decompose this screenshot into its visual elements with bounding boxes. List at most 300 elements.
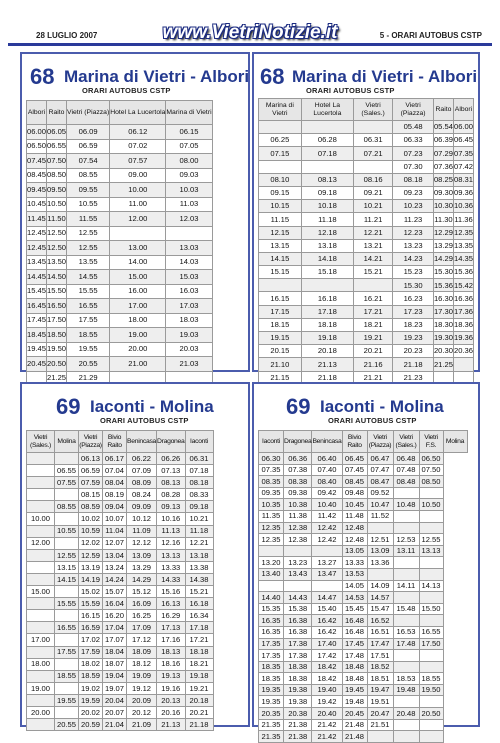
time-cell: 12.45 bbox=[27, 241, 47, 256]
time-cell: 13.09 bbox=[127, 549, 157, 561]
page-header bbox=[0, 0, 500, 46]
time-cell: 11.38 bbox=[284, 510, 312, 522]
time-cell: 18.18 bbox=[185, 646, 213, 658]
table-row bbox=[259, 603, 468, 615]
table-row bbox=[259, 358, 474, 371]
time-cell: 07.15 bbox=[259, 147, 302, 160]
time-cell bbox=[27, 573, 55, 585]
table-row bbox=[27, 154, 213, 169]
time-cell: 17.00 bbox=[110, 299, 166, 314]
time-cell: 14.15 bbox=[55, 573, 79, 585]
time-cell: 18.38 bbox=[284, 661, 312, 673]
time-cell: 08.28 bbox=[157, 489, 185, 501]
time-cell: 16.36 bbox=[453, 292, 473, 305]
time-cell: 13.29 bbox=[433, 239, 453, 252]
time-cell: 14.19 bbox=[79, 573, 103, 585]
time-cell bbox=[259, 279, 302, 292]
time-cell: 14.23 bbox=[393, 252, 434, 265]
time-cell: 06.31 bbox=[354, 134, 393, 147]
time-cell: 12.48 bbox=[342, 522, 367, 534]
time-cell: 19.07 bbox=[103, 682, 127, 694]
time-cell bbox=[419, 487, 443, 499]
time-cell: 15.42 bbox=[453, 279, 473, 292]
time-cell: 11.55 bbox=[67, 212, 110, 227]
time-cell: 18.30 bbox=[433, 318, 453, 331]
time-cell: 14.40 bbox=[259, 592, 284, 604]
time-cell: 08.38 bbox=[284, 476, 312, 488]
time-cell: 18.21 bbox=[185, 658, 213, 670]
table-row bbox=[259, 568, 468, 580]
time-cell: 19.21 bbox=[185, 682, 213, 694]
table-row bbox=[27, 212, 213, 227]
time-cell bbox=[27, 610, 55, 622]
time-cell: 13.35 bbox=[453, 239, 473, 252]
time-cell: 17.30 bbox=[433, 305, 453, 318]
time-cell: 17.12 bbox=[127, 634, 157, 646]
time-cell: 12.35 bbox=[259, 534, 284, 546]
time-cell: 06.40 bbox=[312, 453, 342, 465]
table-row bbox=[27, 270, 213, 285]
time-cell: 12.21 bbox=[185, 537, 213, 549]
time-cell: 11.03 bbox=[166, 197, 212, 212]
table-row bbox=[27, 183, 213, 198]
table-row bbox=[27, 549, 214, 561]
time-cell: 10.55 bbox=[67, 197, 110, 212]
route-name: Marina di Vietri - Albori bbox=[292, 67, 478, 86]
time-cell: 21.21 bbox=[354, 371, 393, 384]
time-cell: 11.50 bbox=[47, 212, 67, 227]
time-cell bbox=[27, 622, 55, 634]
time-cell: 21.38 bbox=[284, 719, 312, 731]
time-cell: 19.38 bbox=[284, 684, 312, 696]
time-cell bbox=[55, 682, 79, 694]
time-cell bbox=[301, 160, 353, 173]
time-cell: 16.59 bbox=[79, 622, 103, 634]
time-cell: 13.50 bbox=[47, 255, 67, 270]
time-cell: 16.25 bbox=[127, 610, 157, 622]
time-cell bbox=[259, 160, 302, 173]
table-row bbox=[27, 622, 214, 634]
time-cell: 09.18 bbox=[185, 501, 213, 513]
time-cell: 16.18 bbox=[185, 598, 213, 610]
time-cell: 16.34 bbox=[185, 610, 213, 622]
time-cell: 15.35 bbox=[259, 603, 284, 615]
time-cell bbox=[419, 719, 443, 731]
column-header: Vietri (Sales.) bbox=[27, 431, 55, 453]
time-cell: 17.47 bbox=[367, 638, 393, 650]
time-cell: 21.16 bbox=[354, 358, 393, 371]
table-row bbox=[259, 213, 474, 226]
time-cell: 06.22 bbox=[127, 453, 157, 465]
time-cell: 20.45 bbox=[342, 708, 367, 720]
table-row bbox=[27, 465, 214, 477]
time-cell: 21.18 bbox=[393, 358, 434, 371]
time-cell: 09.45 bbox=[27, 183, 47, 198]
time-cell: 20.30 bbox=[433, 345, 453, 358]
time-cell: 10.15 bbox=[259, 200, 302, 213]
time-cell: 07.50 bbox=[47, 154, 67, 169]
table-row bbox=[27, 328, 213, 343]
time-cell: 14.57 bbox=[367, 592, 393, 604]
time-cell: 12.23 bbox=[393, 226, 434, 239]
route-name: Iaconti - Molina bbox=[320, 397, 444, 416]
time-cell bbox=[27, 719, 55, 731]
time-cell: 20.04 bbox=[103, 694, 127, 706]
timetable-68-return bbox=[252, 52, 480, 382]
time-cell bbox=[393, 487, 419, 499]
time-cell: 15.59 bbox=[79, 598, 103, 610]
column-header: Raito bbox=[433, 99, 453, 121]
time-cell: 15.38 bbox=[284, 603, 312, 615]
time-cell: 13.40 bbox=[259, 568, 284, 580]
time-cell: 17.51 bbox=[367, 650, 393, 662]
time-cell: 17.48 bbox=[342, 650, 367, 662]
time-cell: 10.00 bbox=[27, 513, 55, 525]
time-cell: 08.10 bbox=[259, 173, 302, 186]
time-cell: 20.50 bbox=[419, 708, 443, 720]
time-cell bbox=[393, 557, 419, 569]
table-row bbox=[27, 561, 214, 573]
time-cell: 21.15 bbox=[259, 371, 302, 384]
table-row bbox=[259, 464, 468, 476]
time-cell: 15.16 bbox=[157, 586, 185, 598]
table-row bbox=[27, 513, 214, 525]
table-row bbox=[27, 646, 214, 658]
time-cell: 08.00 bbox=[166, 154, 212, 169]
route-subtitle: ORARI AUTOBUS CSTP bbox=[328, 416, 417, 425]
table-row bbox=[27, 226, 213, 241]
time-cell bbox=[453, 358, 473, 371]
time-cell: 21.13 bbox=[157, 719, 185, 731]
time-cell: 13.18 bbox=[301, 239, 353, 252]
time-cell: 16.38 bbox=[284, 626, 312, 638]
time-cell: 06.45 bbox=[342, 453, 367, 465]
time-cell: 09.03 bbox=[166, 168, 212, 183]
table-row bbox=[259, 580, 468, 592]
time-cell: 21.03 bbox=[166, 357, 212, 372]
time-cell: 18.50 bbox=[47, 328, 67, 343]
time-cell: 07.36 bbox=[433, 160, 453, 173]
route-number: 69 bbox=[286, 394, 311, 419]
time-cell: 20.00 bbox=[27, 706, 55, 718]
time-cell: 07.02 bbox=[110, 139, 166, 154]
time-cell: 13.09 bbox=[367, 545, 393, 557]
table-row bbox=[259, 147, 474, 160]
time-cell: 12.55 bbox=[67, 241, 110, 256]
table-row bbox=[259, 650, 468, 662]
time-cell: 10.07 bbox=[103, 513, 127, 525]
time-cell: 16.35 bbox=[259, 626, 284, 638]
time-cell: 17.40 bbox=[312, 638, 342, 650]
time-cell: 07.04 bbox=[103, 465, 127, 477]
time-cell: 19.47 bbox=[367, 684, 393, 696]
time-cell: 13.53 bbox=[342, 568, 367, 580]
time-cell: 14.45 bbox=[27, 270, 47, 285]
time-cell: 08.31 bbox=[453, 173, 473, 186]
time-cell: 09.52 bbox=[367, 487, 393, 499]
time-cell: 08.19 bbox=[103, 489, 127, 501]
time-cell: 06.30 bbox=[259, 453, 284, 465]
time-cell bbox=[259, 580, 284, 592]
time-cell: 07.45 bbox=[27, 154, 47, 169]
time-cell: 20.12 bbox=[127, 706, 157, 718]
time-cell: 19.51 bbox=[367, 696, 393, 708]
time-cell: 12.38 bbox=[284, 534, 312, 546]
time-cell: 19.45 bbox=[342, 684, 367, 696]
table-row bbox=[259, 731, 468, 743]
column-header: Bivio Raito bbox=[342, 431, 367, 453]
time-cell: 10.12 bbox=[127, 513, 157, 525]
time-cell bbox=[419, 592, 443, 604]
time-cell: 19.03 bbox=[166, 328, 212, 343]
time-cell bbox=[393, 510, 419, 522]
time-cell: 20.21 bbox=[354, 345, 393, 358]
time-cell: 10.38 bbox=[284, 499, 312, 511]
time-cell bbox=[419, 522, 443, 534]
time-cell: 16.55 bbox=[67, 299, 110, 314]
time-cell: 21.10 bbox=[259, 358, 302, 371]
table-row bbox=[27, 168, 213, 183]
column-header: Hotel La Lucertola bbox=[301, 99, 353, 121]
time-cell: 09.38 bbox=[284, 487, 312, 499]
time-cell: 12.42 bbox=[312, 522, 342, 534]
time-cell: 06.33 bbox=[393, 134, 434, 147]
route-subtitle: ORARI AUTOBUS CSTP bbox=[306, 86, 395, 95]
time-cell: 09.04 bbox=[103, 501, 127, 513]
table-row bbox=[27, 453, 214, 465]
time-cell: 15.36 bbox=[453, 266, 473, 279]
time-cell: 08.18 bbox=[185, 477, 213, 489]
column-header: Vietri (Piazza) bbox=[67, 101, 110, 125]
time-cell: 21.51 bbox=[367, 719, 393, 731]
time-cell: 20.03 bbox=[166, 342, 212, 357]
time-cell bbox=[27, 598, 55, 610]
time-cell: 17.45 bbox=[27, 313, 47, 328]
time-cell: 18.07 bbox=[103, 658, 127, 670]
table-row bbox=[27, 670, 214, 682]
time-cell: 18.21 bbox=[354, 318, 393, 331]
time-cell: 12.35 bbox=[259, 522, 284, 534]
time-cell: 13.43 bbox=[284, 568, 312, 580]
time-cell: 16.51 bbox=[367, 626, 393, 638]
time-cell: 16.18 bbox=[301, 292, 353, 305]
time-cell: 10.02 bbox=[79, 513, 103, 525]
time-cell bbox=[55, 453, 79, 465]
time-cell: 08.55 bbox=[55, 501, 79, 513]
time-cell: 14.55 bbox=[67, 270, 110, 285]
time-cell: 17.35 bbox=[259, 650, 284, 662]
time-cell: 12.55 bbox=[419, 534, 443, 546]
column-header: Vietri (Piazza) bbox=[79, 431, 103, 453]
table-row bbox=[259, 545, 468, 557]
route-number: 69 bbox=[56, 394, 81, 419]
table-row bbox=[259, 476, 468, 488]
time-cell: 18.15 bbox=[259, 318, 302, 331]
time-cell: 20.45 bbox=[27, 357, 47, 372]
time-cell: 16.53 bbox=[393, 626, 419, 638]
time-cell: 17.13 bbox=[157, 622, 185, 634]
time-cell: 13.29 bbox=[127, 561, 157, 573]
time-cell: 08.24 bbox=[127, 489, 157, 501]
time-cell: 10.18 bbox=[301, 200, 353, 213]
section-title: 5 - ORARI AUTOBUS CSTP bbox=[379, 31, 482, 40]
time-cell: 08.09 bbox=[127, 477, 157, 489]
time-cell: 09.55 bbox=[67, 183, 110, 198]
time-cell: 20.13 bbox=[157, 694, 185, 706]
site-logo: www.VietriNotizie.it bbox=[162, 22, 338, 43]
table-row bbox=[259, 173, 474, 186]
time-cell: 19.48 bbox=[342, 696, 367, 708]
table-row bbox=[27, 139, 213, 154]
time-cell: 06.48 bbox=[393, 453, 419, 465]
table-row bbox=[259, 279, 474, 292]
time-cell: 11.00 bbox=[110, 197, 166, 212]
table-row bbox=[259, 534, 468, 546]
table-row bbox=[259, 557, 468, 569]
time-cell: 06.17 bbox=[103, 453, 127, 465]
time-cell bbox=[419, 650, 443, 662]
time-cell: 21.38 bbox=[284, 731, 312, 743]
time-cell: 10.45 bbox=[27, 197, 47, 212]
time-cell: 14.43 bbox=[284, 592, 312, 604]
time-cell: 06.00 bbox=[27, 125, 47, 140]
time-cell: 17.42 bbox=[312, 650, 342, 662]
time-cell: 05.48 bbox=[393, 121, 434, 134]
time-cell: 06.25 bbox=[259, 134, 302, 147]
time-cell: 08.13 bbox=[157, 477, 185, 489]
time-cell: 20.21 bbox=[185, 706, 213, 718]
time-cell: 18.35 bbox=[259, 673, 284, 685]
time-cell: 18.04 bbox=[103, 646, 127, 658]
time-cell: 20.47 bbox=[367, 708, 393, 720]
time-cell: 13.24 bbox=[103, 561, 127, 573]
table-row bbox=[259, 638, 468, 650]
time-cell bbox=[312, 545, 342, 557]
time-cell: 11.30 bbox=[433, 213, 453, 226]
time-cell bbox=[284, 580, 312, 592]
time-cell bbox=[419, 568, 443, 580]
time-cell: 15.36 bbox=[433, 279, 453, 292]
time-cell: 09.15 bbox=[259, 186, 302, 199]
time-cell: 19.13 bbox=[157, 670, 185, 682]
time-cell: 11.21 bbox=[354, 213, 393, 226]
table-row bbox=[259, 292, 474, 305]
time-cell: 18.36 bbox=[453, 318, 473, 331]
time-cell: 17.55 bbox=[55, 646, 79, 658]
table-row bbox=[259, 121, 474, 134]
time-cell: 13.19 bbox=[79, 561, 103, 573]
time-cell: 08.47 bbox=[367, 476, 393, 488]
time-cell: 14.47 bbox=[312, 592, 342, 604]
time-cell: 08.16 bbox=[354, 173, 393, 186]
time-cell: 14.21 bbox=[354, 252, 393, 265]
table-row bbox=[259, 615, 468, 627]
time-cell: 10.30 bbox=[433, 200, 453, 213]
time-cell: 07.13 bbox=[157, 465, 185, 477]
time-cell: 12.18 bbox=[301, 226, 353, 239]
time-cell: 12.00 bbox=[110, 212, 166, 227]
time-cell: 09.18 bbox=[301, 186, 353, 199]
time-cell: 12.53 bbox=[393, 534, 419, 546]
time-cell bbox=[393, 661, 419, 673]
time-cell: 14.29 bbox=[127, 573, 157, 585]
time-cell: 19.15 bbox=[259, 332, 302, 345]
time-cell: 19.55 bbox=[67, 342, 110, 357]
time-cell bbox=[419, 696, 443, 708]
time-cell: 20.35 bbox=[259, 708, 284, 720]
time-cell: 17.00 bbox=[27, 634, 55, 646]
time-cell: 07.35 bbox=[453, 147, 473, 160]
time-cell: 05.54 bbox=[433, 121, 453, 134]
time-cell: 18.02 bbox=[79, 658, 103, 670]
table-row bbox=[27, 241, 213, 256]
time-cell: 19.38 bbox=[284, 696, 312, 708]
time-cell: 06.26 bbox=[157, 453, 185, 465]
time-cell: 19.50 bbox=[419, 684, 443, 696]
table-row bbox=[27, 255, 213, 270]
column-header: Dragonea bbox=[284, 431, 312, 453]
table-row bbox=[27, 573, 214, 585]
time-cell: 19.48 bbox=[393, 684, 419, 696]
time-cell bbox=[354, 121, 393, 134]
time-cell: 12.00 bbox=[27, 537, 55, 549]
table-row bbox=[27, 299, 213, 314]
time-cell: 06.55 bbox=[55, 465, 79, 477]
time-cell: 10.23 bbox=[393, 200, 434, 213]
time-cell: 14.18 bbox=[301, 252, 353, 265]
time-cell: 20.48 bbox=[393, 708, 419, 720]
time-cell bbox=[367, 522, 393, 534]
time-cell: 11.42 bbox=[312, 510, 342, 522]
time-cell: 11.35 bbox=[259, 510, 284, 522]
table-row bbox=[27, 489, 214, 501]
column-header: Hotel La Lucertola bbox=[110, 101, 166, 125]
time-cell: 21.25 bbox=[47, 371, 67, 386]
time-cell: 19.16 bbox=[157, 682, 185, 694]
time-cell: 09.50 bbox=[47, 183, 67, 198]
time-cell: 16.48 bbox=[342, 615, 367, 627]
time-cell: 09.36 bbox=[453, 186, 473, 199]
table-row bbox=[259, 200, 474, 213]
time-cell: 15.21 bbox=[354, 266, 393, 279]
time-cell: 21.18 bbox=[185, 719, 213, 731]
time-cell: 12.07 bbox=[103, 537, 127, 549]
time-cell: 13.47 bbox=[312, 568, 342, 580]
time-cell bbox=[419, 731, 443, 743]
time-cell: 17.45 bbox=[342, 638, 367, 650]
time-cell: 19.35 bbox=[259, 684, 284, 696]
time-cell: 12.16 bbox=[157, 537, 185, 549]
time-cell bbox=[393, 568, 419, 580]
route-subtitle: ORARI AUTOBUS CSTP bbox=[82, 86, 171, 95]
time-cell: 13.15 bbox=[259, 239, 302, 252]
time-cell: 12.45 bbox=[27, 226, 47, 241]
table-row bbox=[259, 684, 468, 696]
time-cell: 10.40 bbox=[312, 499, 342, 511]
time-cell bbox=[393, 615, 419, 627]
time-cell: 16.23 bbox=[393, 292, 434, 305]
panel-title bbox=[254, 54, 478, 98]
time-cell bbox=[419, 615, 443, 627]
schedule-table bbox=[258, 98, 474, 385]
time-cell: 08.40 bbox=[312, 476, 342, 488]
time-cell: 08.18 bbox=[393, 173, 434, 186]
time-cell: 07.18 bbox=[185, 465, 213, 477]
time-cell: 08.48 bbox=[393, 476, 419, 488]
panel-title bbox=[22, 54, 248, 98]
time-cell bbox=[259, 545, 284, 557]
time-cell bbox=[55, 610, 79, 622]
